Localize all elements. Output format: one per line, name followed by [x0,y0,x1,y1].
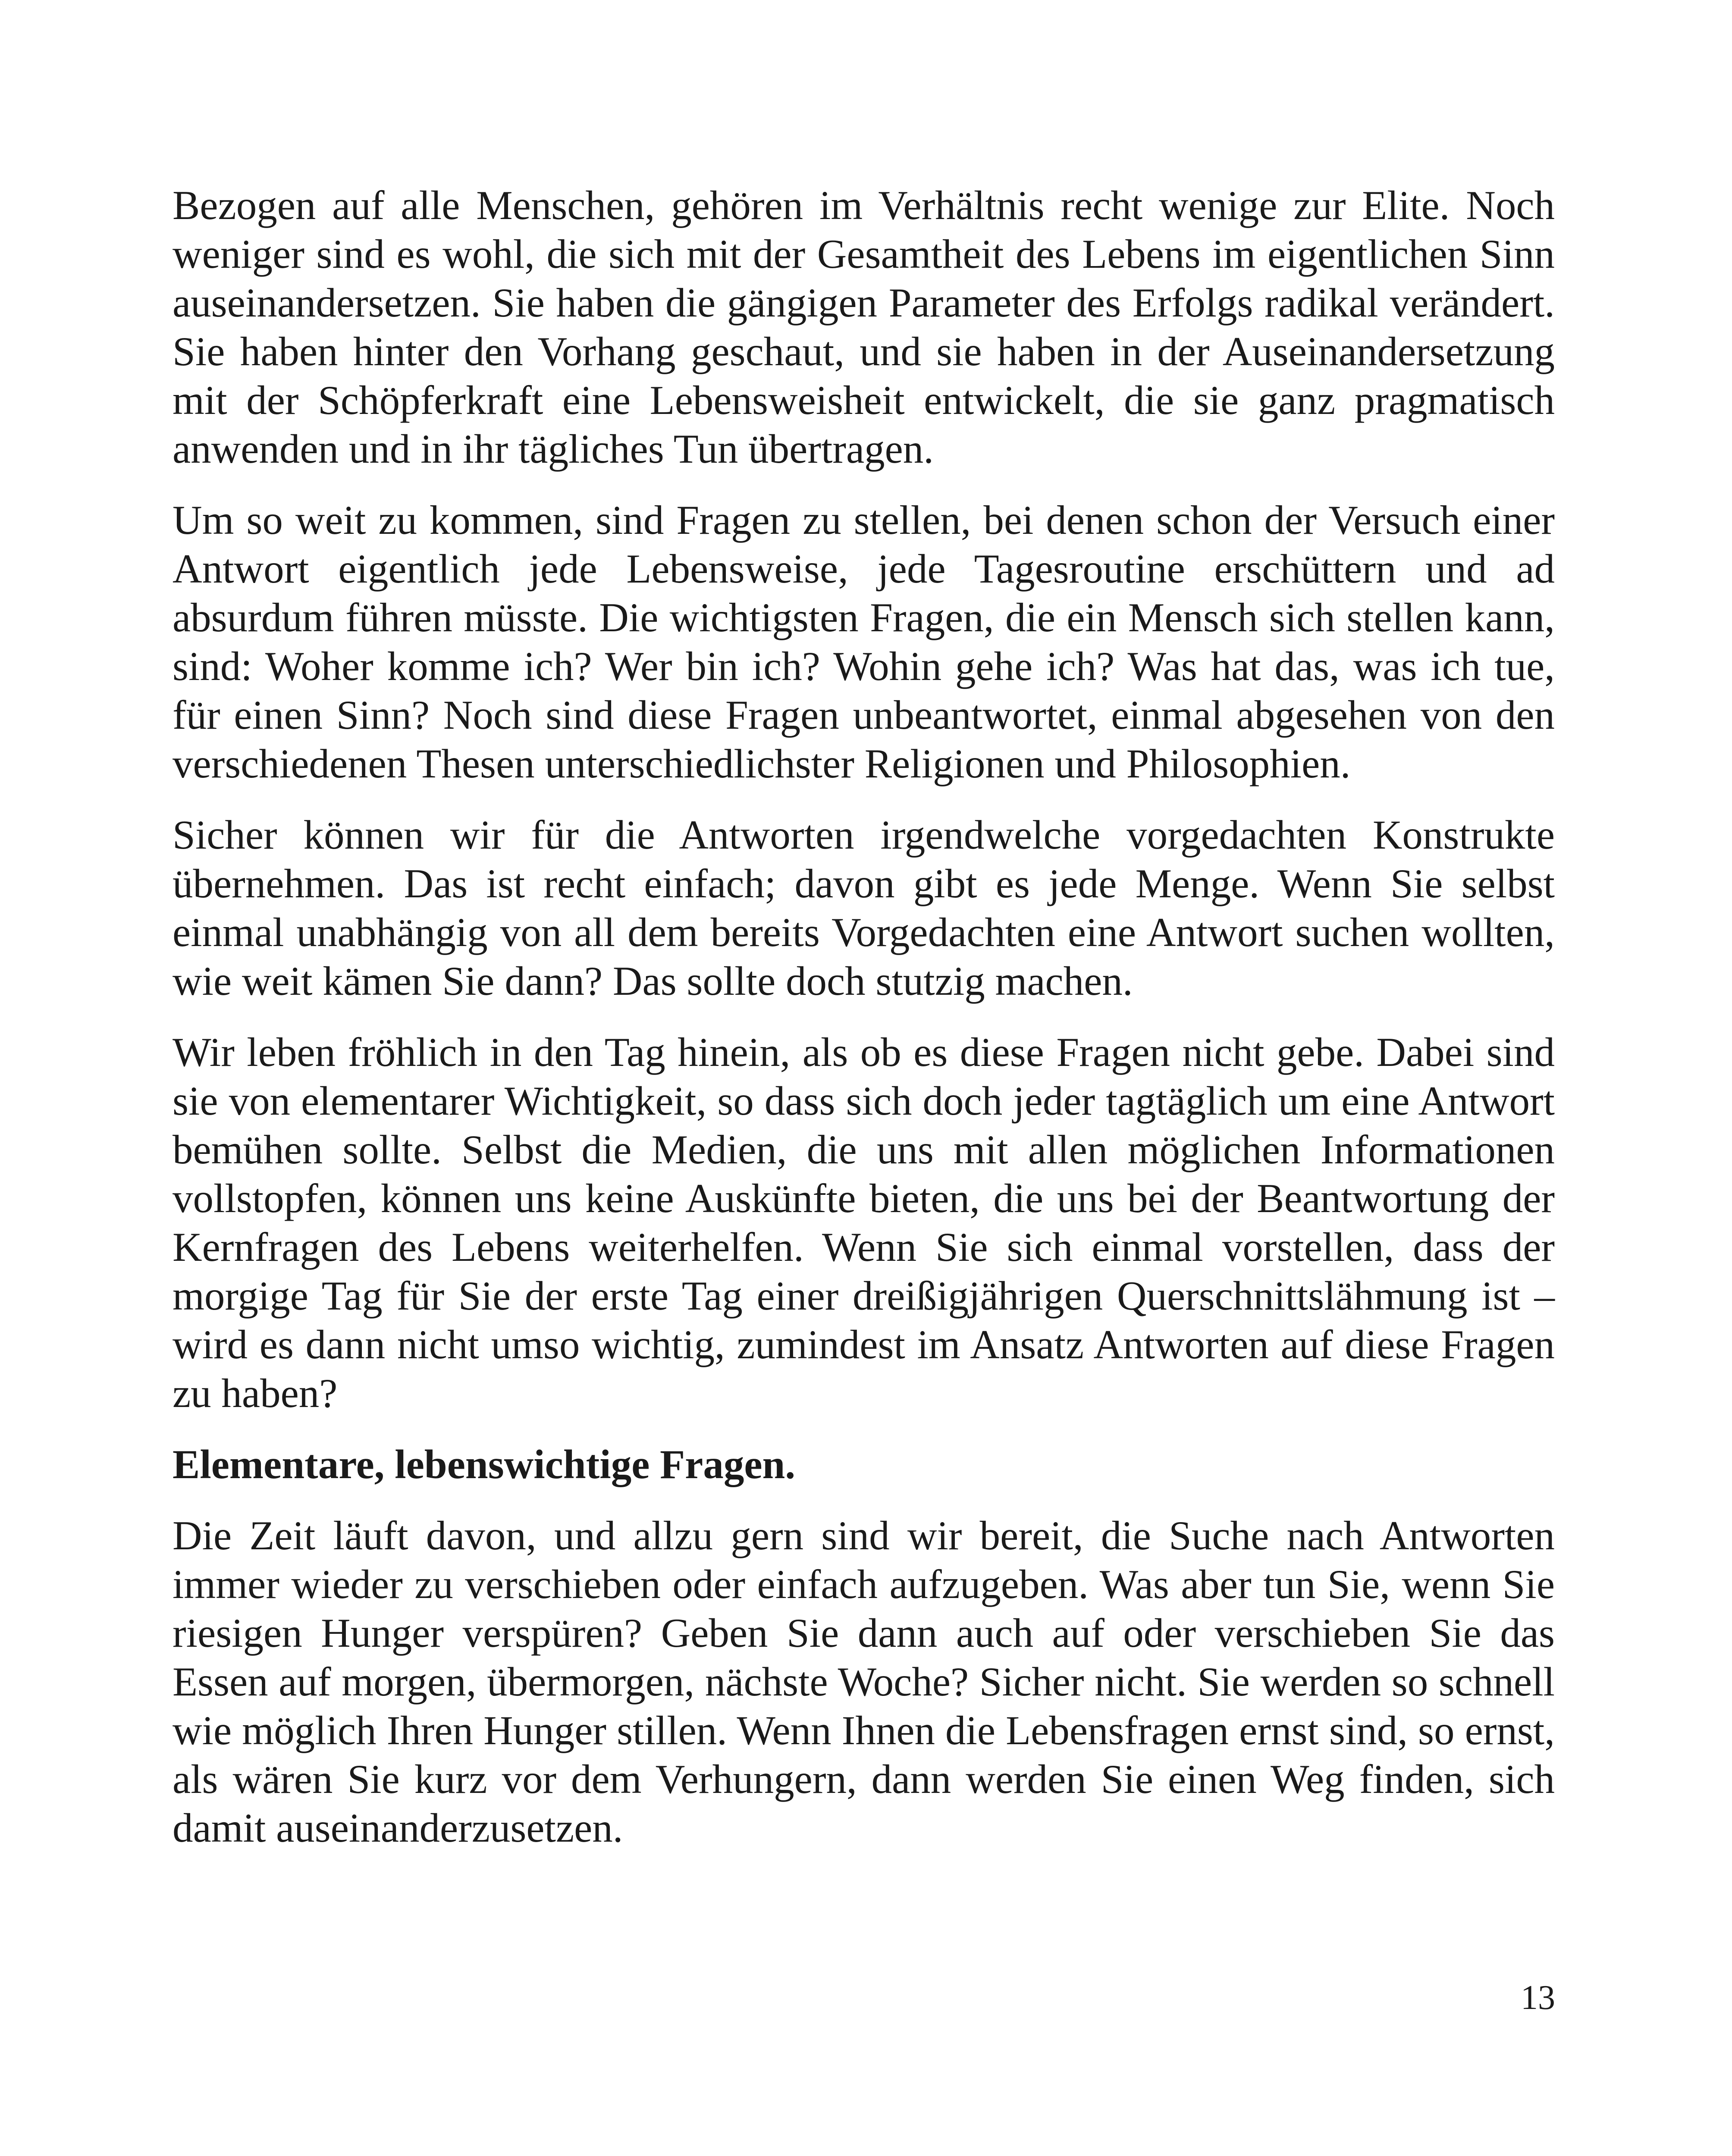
paragraph-elite: Bezogen auf alle Menschen, gehören im Verhältnis recht wenige zur Elite. Noch weniger sind es wohl, die sich mit der Gesamtheit des Lebens im eigentlichen Sinn auseinandersetzen. Sie haben die gängigen Parameter des Erfolgs radikal verändert. Sie haben hinter den Vorhang geschaut, und sie haben in der Auseinandersetzung mit der Schöpferkraft eine Lebensweisheit entwickelt, die sie ganz pragmatisch anwenden und in ihr tägliches Tun übertragen. [173,182,1555,472]
section-heading: Elementare, lebenswichtige Fragen. [173,1442,796,1487]
paragraph-answers: Sicher können wir für die Antworten irgendwelche vorgedachten Konstrukte übernehmen. Das ist recht einfach; davon gibt es jede Menge. Wenn Sie selbst einmal unabhängig von all dem bereits Vorgedachten eine Antwort suchen wollten, wie weit kämen Sie dann? Das sollte doch stutzig machen. [173,812,1555,1004]
paragraph-hunger: Die Zeit läuft davon, und allzu gern sind wir bereit, die Suche nach Antworten immer wieder zu verschieben oder einfach aufzugeben. Was aber tun Sie, wenn Sie riesigen Hunger verspüren? Geben Sie dann auch auf oder verschieben Sie das Essen auf morgen, übermorgen, nächste Woche? Sicher nicht. Sie werden so schnell wie möglich Ihren Hunger stillen. Wenn Ihnen die Lebensfragen ernst sind, so ernst, als wären Sie kurz vor dem Verhungern, dann werden Sie einen Weg finden, sich damit auseinanderzusetzen. [173,1513,1555,1851]
page-number: 13 [1521,1979,1555,2017]
body-text [173,181,1555,1875]
paragraph-questions: Um so weit zu kommen, sind Fragen zu stellen, bei denen schon der Versuch einer Antwort eigentlich jede Lebensweise, jede Tagesroutine erschüttern und ad absurdum führen müsste. Die wichtigsten Fragen, die ein Mensch sich stellen kann, sind: Woher komme ich? Wer bin ich? Wohin gehe ich? Was hat das, was ich tue, für einen Sinn? Noch sind diese Fragen unbeantwortet, einmal abgesehen von den verschiedenen Thesen unterschiedlichster Religionen und Philosophien. [173,497,1555,787]
paragraph-everyday: Wir leben fröhlich in den Tag hinein, als ob es diese Fragen nicht gebe. Dabei sind sie von elementarer Wichtigkeit, so dass sich doch jeder tagtäglich um eine Antwort bemühen sollte. Selbst die Medien, die uns mit allen möglichen Informationen vollstopfen, können uns keine Auskünfte bieten, die uns bei der Beantwortung der Kernfragen des Lebens weiterhelfen. Wenn Sie sich einmal vorstellen, dass der morgige Tag für Sie der erste Tag einer dreißigjährigen Querschnittslähmung ist – wird es dann nicht umso wichtig, zumindest im Ansatz Antworten auf diese Fragen zu haben? [173,1029,1555,1416]
